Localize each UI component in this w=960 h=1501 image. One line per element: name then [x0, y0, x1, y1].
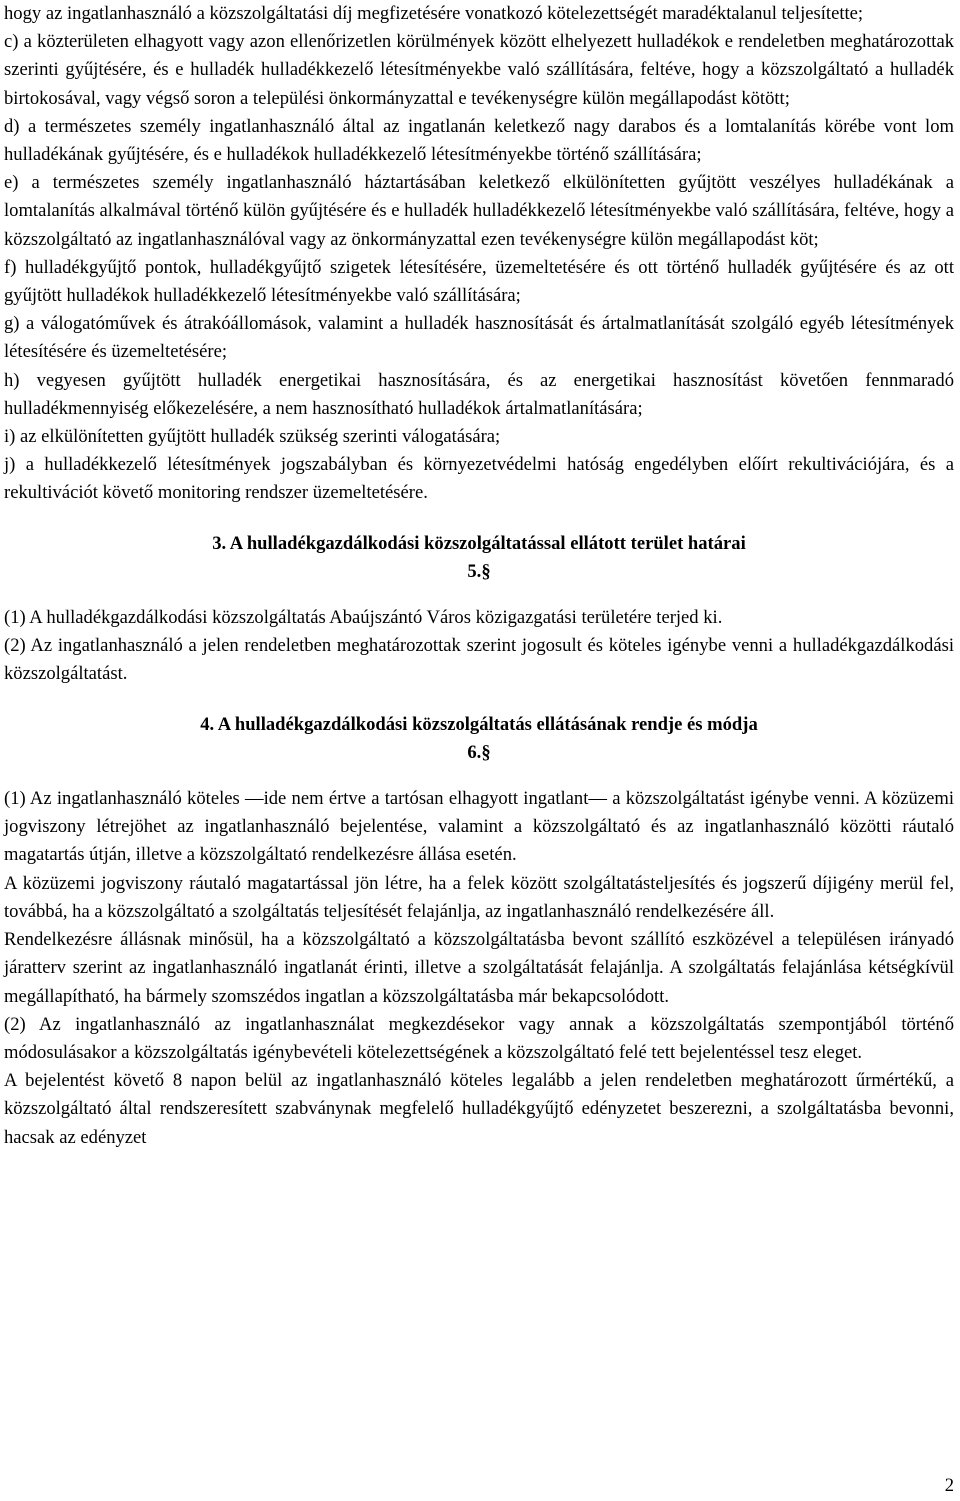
section-4-paragraph-5: A bejelentést követő 8 napon belül az ingatlanhasználó köteles legalább a jelen rendeletben meghatározott űrmértékű, a közszolgáltató által rendszeresített szabványnak megfelelő hulladékgyűjtő edényzetet beszerezni, a szolgáltatásba bevonni, hacsak az edényzet	[4, 1070, 954, 1148]
section-3-paragraph-2: (2) Az ingatlanhasználó a jelen rendeletben meghatározottak szerint jogosult és köteles igénybe venni a hulladékgazdálkodási közszolgáltatást.	[4, 635, 954, 685]
section-spacer	[4, 767, 954, 785]
section-spacer	[4, 689, 954, 711]
paragraph-item-j: j) a hulladékkezelő létesítmények jogszabályban és környezetvédelmi hatóság engedélyben előírt rekultivációjára, és a rekultivációt követő monitoring rendszer üzemeltetésére.	[4, 454, 954, 504]
section-4-paragraph-3: Rendelkezésre állásnak minősül, ha a közszolgáltató a közszolgáltatásba bevont szállító eszközével a településen irányadó járatterv szerint az ingatlanhasználó ingatlanát érinti, illetve a szolgáltatását felajánlja. A szolgáltatás felajánlása kétségkívül megállapítható, ha bármely szomszédos ingatlan a közszolgáltatásba már bekapcsolódott.	[4, 929, 954, 1007]
section-spacer	[4, 586, 954, 604]
document-page	[4, 0, 954, 1152]
section-4-paragraph-number: 6.§	[467, 741, 491, 763]
section-4-paragraph-2: A közüzemi jogviszony ráutaló magatartással jön létre, ha a felek között szolgáltatásteljesítés és jogszerű díjigény merül fel, továbbá, ha a közszolgáltató a szolgáltatás teljesítését felajánlja, az ingatlanhasználó rendelkezésére áll.	[4, 872, 954, 922]
paragraph-item-f: f) hulladékgyűjtő pontok, hulladékgyűjtő szigetek létesítésére, üzemeltetésére és ott történő hulladék gyűjtésére és az ott gyűjtött hulladékok hulladékkezelő létesítményekbe való szállítására;	[4, 256, 954, 307]
section-spacer	[4, 508, 954, 530]
section-3-heading: 3. A hulladékgazdálkodási közszolgáltatással ellátott terület határai	[212, 532, 746, 554]
section-4-paragraph-1: (1) Az ingatlanhasználó köteles ―ide nem értve a tartósan elhagyott ingatlant― a közszolgáltatást igénybe venni. A közüzemi jogviszony létrejöhet az ingatlanhasználó bejelentése, valamint a közszolgáltató és az ingatlanhasználó közötti ráutaló magatartás útján, illetve a közszolgáltató rendelkezésre állása esetén.	[4, 788, 954, 866]
paragraph-item-i: i) az elkülönítetten gyűjtött hulladék szükség szerinti válogatására;	[4, 426, 501, 448]
section-3-paragraph-number: 5.§	[467, 560, 491, 582]
paragraph-payment-obligation: hogy az ingatlanhasználó a közszolgáltatási díj megfizetésére vonatkozó kötelezettségét maradéktalanul teljesítette;	[4, 3, 864, 24]
paragraph-item-g: g) a válogatóművek és átrakóállomások, valamint a hulladék hasznosítását és ártalmatlanítását szolgáló egyéb létesítmények létesítésére és üzemeltetésére;	[4, 313, 954, 363]
paragraph-item-d: d) a természetes személy ingatlanhasználó által az ingatlanán keletkező nagy darabos és a lomtalanítás körébe vont lom hulladékának gyűjtésére, és e hulladékok hulladékkezelő létesítményekbe történő szállítására;	[4, 115, 954, 166]
page-number: 2	[944, 1475, 954, 1496]
section-4-paragraph-4: (2) Az ingatlanhasználó az ingatlanhasználat megkezdésekor vagy annak a közszolgáltatás szempontjából történő módosulásakor a közszolgáltatás igénybevételi kötelezettségének a közszolgáltató felé tett bejelentéssel tesz eleget.	[4, 1013, 954, 1063]
section-4-heading: 4. A hulladékgazdálkodási közszolgáltatás ellátásának rendje és módja	[200, 713, 758, 735]
section-3-paragraph-1: (1) A hulladékgazdálkodási közszolgáltatás Abaújszántó Város közigazgatási területére terjed ki.	[4, 607, 723, 629]
paragraph-item-h: h) vegyesen gyűjtött hulladék energetikai hasznosítására, és az energetikai hasznosítást követően fennmaradó hulladékmennyiség előkezelésére, a nem hasznosítható hulladékok ártalmatlanítására;	[4, 369, 954, 419]
paragraph-item-e: e) a természetes személy ingatlanhasználó háztartásában keletkező elkülönítetten gyűjtött veszélyes hulladékának a lomtalanítás alkalmával történő külön gyűjtésére és e hulladék hulladékkezelő létesítményekbe való szállítására, feltéve, hogy a közszolgáltató az ingatlanhasználóval vagy az önkormányzattal ezen tevékenységre külön megállapodást köt;	[4, 172, 954, 250]
paragraph-item-c: c) a közterületen elhagyott vagy azon ellenőrizetlen körülmények között elhelyezett hulladékok e rendeletben meghatározottak szerinti gyűjtésére, és e hulladék hulladékkezelő létesítményekbe való szállítására, feltéve, hogy a közszolgáltató a hulladék birtokosával, vagy végső soron a települési önkormányzattal e tevékenységre külön megállapodást kötött;	[4, 31, 954, 109]
